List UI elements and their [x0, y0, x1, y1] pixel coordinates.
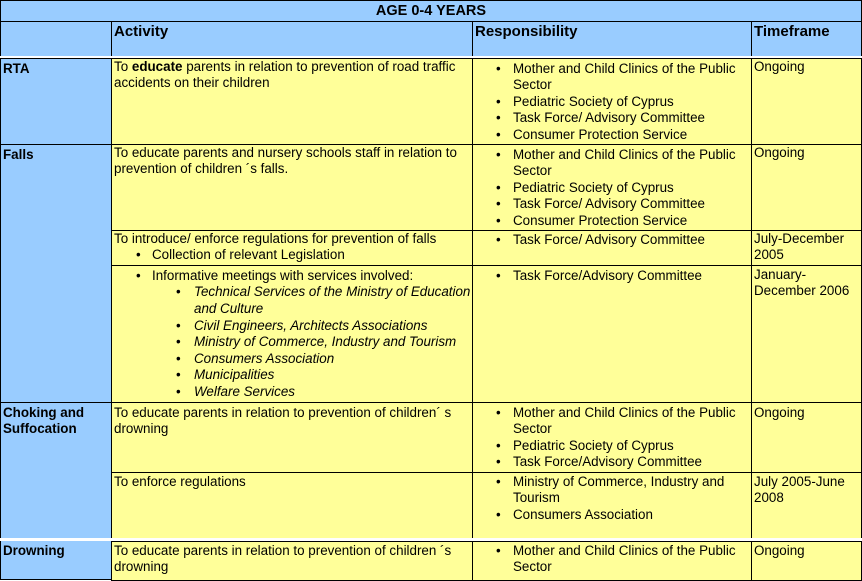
- list-item: • Pediatric Society of Cyprus: [473, 94, 751, 110]
- list-item: • Mother and Child Clinics of the Public Sector: [473, 405, 751, 438]
- list-item: • Ministry of Commerce, Industry and Tourism: [112, 334, 472, 351]
- list-item: • Task Force/ Advisory Committee: [473, 110, 751, 126]
- list-item: • Ministry of Commerce, Industry and Tourism: [473, 474, 751, 507]
- responsibility-drowning: [472, 541, 752, 581]
- activity-choking-2: To enforce regulations: [111, 472, 473, 540]
- activity-choking-1: To educate parents in relation to prevention of children´ s drowning: [111, 402, 473, 473]
- list-item: • Task Force/ Advisory Committee: [473, 232, 751, 248]
- list-item: • Pediatric Society of Cyprus: [473, 438, 751, 454]
- activity-falls-2: To introduce/ enforce regulations for prevention of falls • Collection of relevant Legislation: [111, 230, 473, 266]
- timeframe-falls-1: Ongoing: [751, 144, 862, 231]
- category-falls: Falls: [0, 144, 112, 403]
- timeframe-falls-2: July-December 2005: [751, 230, 862, 266]
- list-item: • Technical Services of the Ministry of Education and Culture: [112, 284, 472, 317]
- list-item: • Task Force/Advisory Committee: [473, 454, 751, 470]
- timeframe-drowning: Ongoing: [751, 541, 862, 581]
- list-item: • Consumer Protection Service: [473, 127, 751, 143]
- responsibility-falls-3: [472, 265, 752, 403]
- list-item: • Consumers Association: [112, 351, 472, 368]
- header-activity: Activity: [111, 21, 473, 58]
- activity-drowning: To educate parents in relation to prevention of children ´s drowning: [111, 541, 473, 581]
- list-item: • Pediatric Society of Cyprus: [473, 180, 751, 196]
- list-item: • Collection of relevant Legislation: [112, 247, 472, 263]
- list-item: • Consumer Protection Service: [473, 213, 751, 229]
- timeframe-rta: Ongoing: [751, 58, 862, 145]
- timeframe-falls-3: January-December 2006: [751, 265, 862, 403]
- header-category-cell: [0, 21, 112, 58]
- timeframe-choking-1: Ongoing: [751, 402, 862, 473]
- list-item: • Task Force/Advisory Committee: [473, 268, 751, 284]
- responsibility-choking-2: [472, 472, 752, 540]
- header-responsibility: Responsibility: [472, 21, 752, 58]
- list-item: • Municipalities: [112, 367, 472, 384]
- responsibility-choking-1: [472, 402, 752, 473]
- list-item: • Mother and Child Clinics of the Public Sector: [473, 543, 751, 576]
- activity-rta: To educate parents in relation to prevention of road traffic accidents on their children: [111, 58, 473, 145]
- list-item: • Informative meetings with services involved:: [112, 268, 472, 284]
- list-item: • Mother and Child Clinics of the Public Sector: [473, 61, 751, 94]
- table-title: AGE 0-4 YEARS: [0, 0, 862, 22]
- category-drowning: Drowning: [0, 540, 112, 580]
- list-item: • Consumers Association: [473, 507, 751, 523]
- category-choking: Choking and Suffocation: [0, 402, 112, 540]
- responsibility-falls-2: [472, 230, 752, 266]
- list-item: • Civil Engineers, Architects Associations: [112, 318, 472, 335]
- responsibility-falls-1: [472, 144, 752, 231]
- activity-falls-3: [111, 265, 473, 403]
- header-timeframe: Timeframe: [751, 21, 862, 58]
- timeframe-choking-2: July 2005-June 2008: [751, 472, 862, 540]
- list-item: • Welfare Services: [112, 384, 472, 401]
- responsibility-rta: [472, 58, 752, 145]
- category-rta: RTA: [0, 58, 112, 145]
- list-item: • Mother and Child Clinics of the Public Sector: [473, 147, 751, 180]
- list-item: • Task Force/ Advisory Committee: [473, 196, 751, 212]
- activity-falls-1: To educate parents and nursery schools staff in relation to prevention of children ´s falls.: [111, 144, 473, 231]
